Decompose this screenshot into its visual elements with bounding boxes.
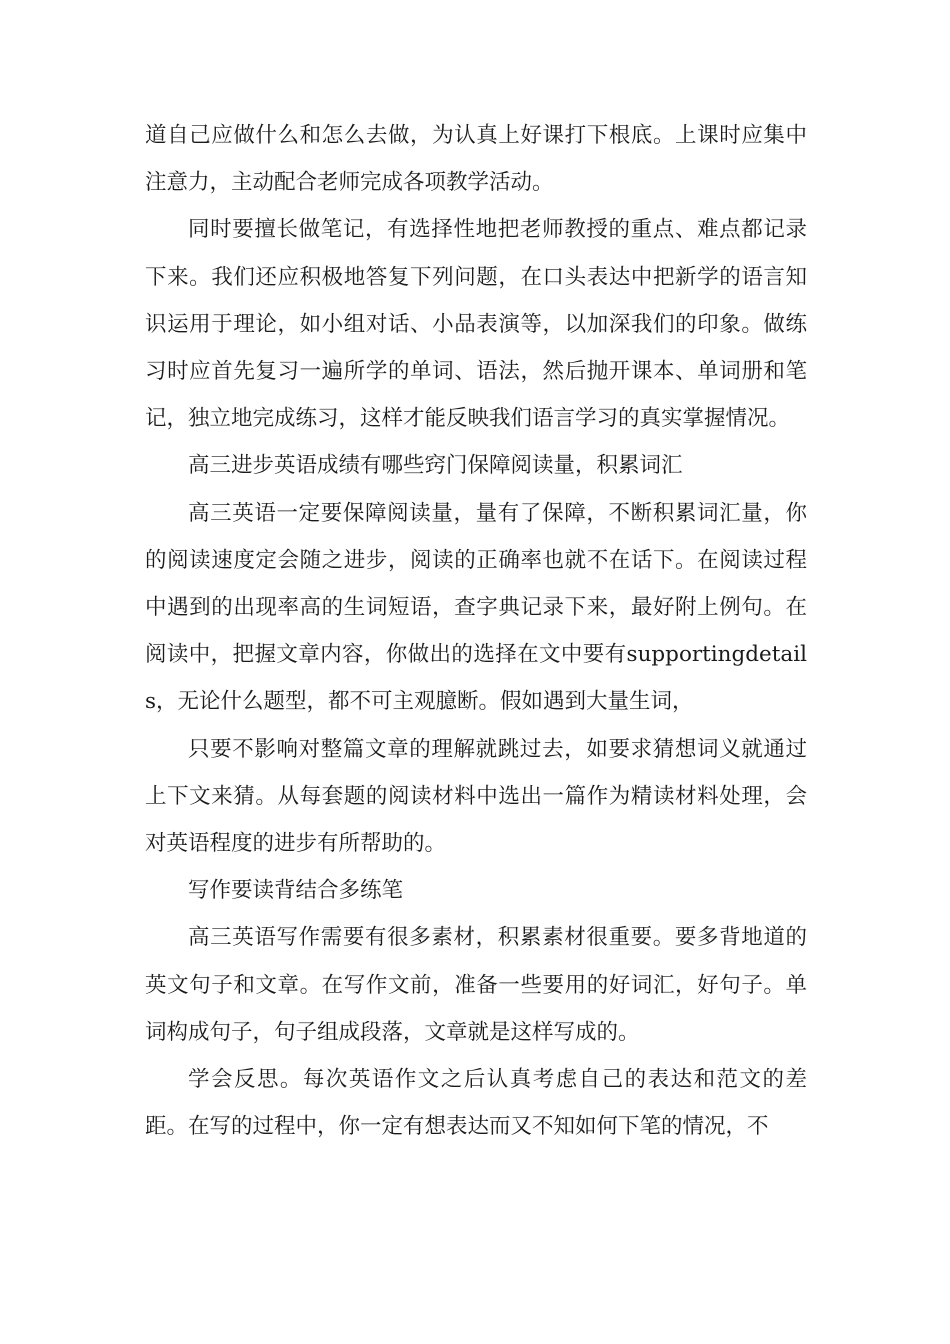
paragraph-3-heading: 高三进步英语成绩有哪些窍门保障阅读量，积累词汇 [188, 453, 683, 479]
paragraph-7: 高三英语写作需要有很多素材，积累素材很重要。要多背地道的英文句子和文章。在写作文前，准备一些要用的好词汇，好句子。单词构成句子，句子组成段落，文章就是这样写成的。 [145, 925, 807, 1045]
paragraph-6-heading: 写作要读背结合多练笔 [188, 878, 404, 904]
paragraph-8: 学会反思。每次英语作文之后认真考虑自己的表达和范文的差距。在写的过程中，你一定有想表达而又不知如何下笔的情况，不 [145, 1067, 807, 1140]
paragraph-4: 高三英语一定要保障阅读量，量有了保障，不断积累词汇量，你的阅读速度定会随之进步，阅读的正确率也就不在话下。在阅读过程中遇到的出现率高的生词短语，查字典记录下来，最好附上例句。在阅读中，把握文章内容，你做出的选择在文中要有supportingdetails，无论什么题型，都不可主观臆断。假如遇到大量生词， [145, 500, 807, 715]
paragraph-1: 道自己应做什么和怎么去做，为认真上好课打下根底。上课时应集中注意力，主动配合老师完成各项教学活动。 [145, 123, 807, 196]
paragraph-5: 只要不影响对整篇文章的理解就跳过去，如要求猜想词义就通过上下文来猜。从每套题的阅读材料中选出一篇作为精读材料处理，会对英语程度的进步有所帮助的。 [145, 736, 807, 857]
document-body [145, 112, 807, 1150]
paragraph-2: 同时要擅长做笔记，有选择性地把老师教授的重点、难点都记录下来。我们还应积极地答复下列问题，在口头表达中把新学的语言知识运用于理论，如小组对话、小品表演等，以加深我们的印象。做练习时应首先复习一遍所学的单词、语法，然后抛开课本、单词册和笔记，独立地完成练习，这样才能反映我们语言学习的真实掌握情况。 [145, 217, 807, 432]
